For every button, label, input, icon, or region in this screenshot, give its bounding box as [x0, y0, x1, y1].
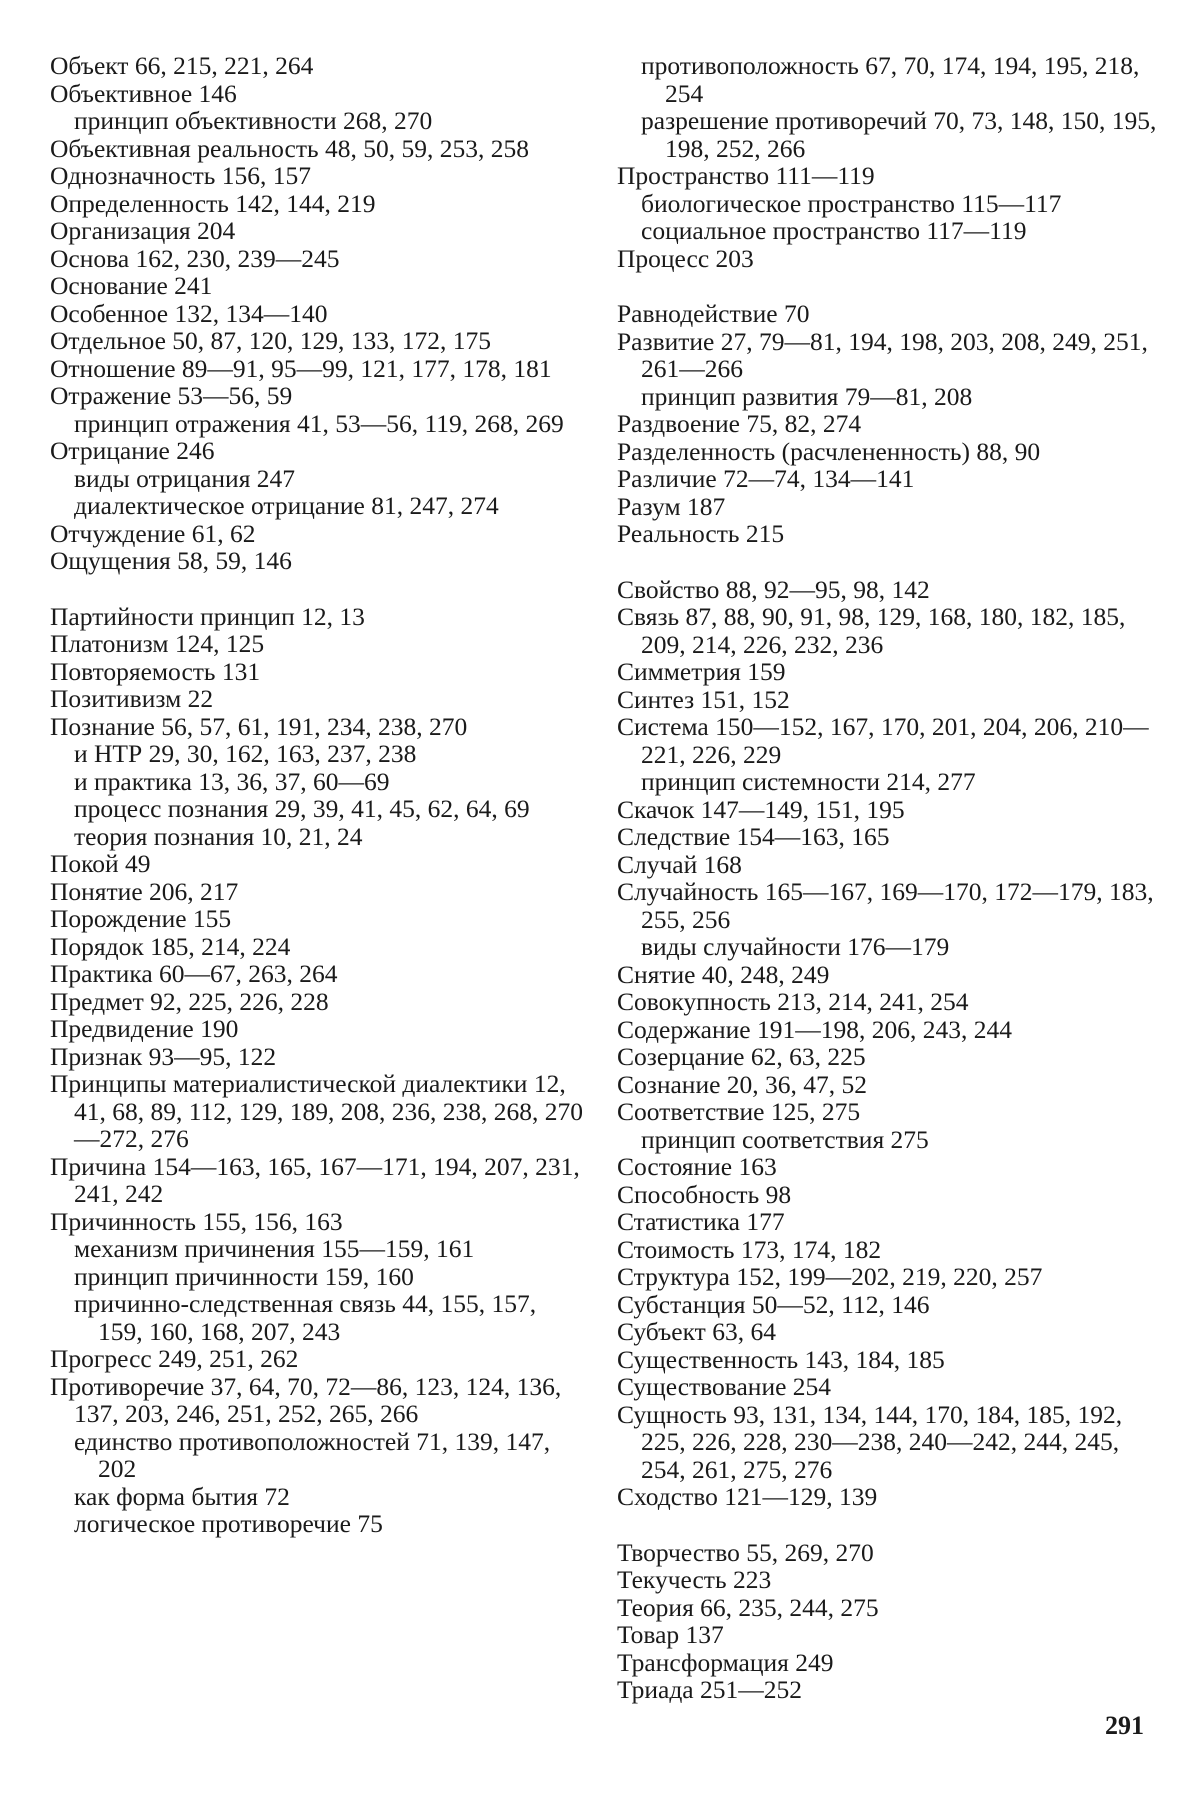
index-column-right [617, 52, 1157, 1704]
index-entry: Содержание 191—198, 206, 243, 244 [617, 1014, 1012, 1044]
index-subentry: принцип причинности 159, 160 [74, 1261, 414, 1291]
index-entry: Объективное 146 [50, 78, 237, 108]
index-entry: Предмет 92, 225, 226, 228 [50, 986, 329, 1016]
index-entry: Товар 137 [617, 1620, 724, 1649]
index-entry: Скачок 147—149, 151, 195 [617, 794, 905, 824]
index-entry: Теория 66, 235, 244, 275 [617, 1592, 879, 1622]
index-entry: Сознание 20, 36, 47, 52 [617, 1069, 868, 1099]
index-entry: Случай 168 [617, 849, 742, 879]
index-entry: Способность 98 [617, 1179, 792, 1209]
index-entry: Основание 241 [50, 271, 213, 300]
index-entry: Симметрия 159 [617, 657, 786, 686]
index-entry: Субстанция 50—52, 112, 146 [617, 1289, 930, 1319]
index-entry: Процесс 203 [617, 243, 754, 273]
index-entry: Отражение 53—56, 59 [50, 381, 293, 410]
index-column-left [50, 52, 585, 1538]
index-entry: Порядок 185, 214, 224 [50, 931, 291, 961]
index-subentry: принцип системности 214, 277 [641, 767, 976, 796]
index-entry: Случайность 165—167, 169—170, 172—179, 183, 255, 256 [617, 877, 1154, 934]
index-entry: Определенность 142, 144, 219 [50, 188, 376, 218]
index-entry: Разделенность (расчлененность) 88, 90 [617, 436, 1041, 466]
index-entry: Существенность 143, 184, 185 [617, 1344, 945, 1374]
index-entry: Причинность 155, 156, 163 [50, 1206, 343, 1236]
index-entry: Связь 87, 88, 90, 91, 98, 129, 168, 180, 182, 185, 209, 214, 226, 232, 236 [617, 602, 1126, 659]
index-subentry: причинно-следственная связь 44, 155, 157, 159, 160, 168, 207, 243 [74, 1289, 537, 1346]
index-entry: Следствие 154—163, 165 [617, 822, 890, 851]
page-number: 291 [1105, 1711, 1144, 1740]
index-entry: Развитие 27, 79—81, 194, 198, 203, 208, 249, 251, 261—266 [617, 326, 1148, 383]
index-entry: Состояние 163 [617, 1152, 777, 1181]
index-entry: Покой 49 [50, 849, 151, 878]
index-entry: Существование 254 [617, 1372, 832, 1401]
index-entry: Порождение 155 [50, 904, 232, 933]
index-subentry: процесс познания 29, 39, 41, 45, 62, 64, 69 [74, 794, 530, 823]
index-entry: Организация 204 [50, 216, 236, 245]
index-entry: Трансформация 249 [617, 1647, 834, 1677]
index-entry: Повторяемость 131 [50, 656, 261, 686]
index-subentry: принцип объективности 268, 270 [74, 106, 433, 135]
index-entry: Синтез 151, 152 [617, 684, 790, 714]
index-entry: Равнодействие 70 [617, 299, 810, 328]
index-entry: Свойство 88, 92—95, 98, 142 [617, 574, 930, 604]
index-entry: Сущность 93, 131, 134, 144, 170, 184, 185, 192, 225, 226, 228, 230—238, 240—242, 244, 245, 254, 261, 275, 276 [617, 1399, 1123, 1484]
index-entry: Познание 56, 57, 61, 191, 234, 238, 270 [50, 711, 468, 741]
index-subentry: противоположность 67, 70, 174, 194, 195, 218, 254 [641, 51, 1140, 108]
index-entry: Соответствие 125, 275 [617, 1097, 861, 1126]
index-entry: Причина 154—163, 165, 167—171, 194, 207, 231, 241, 242 [50, 1151, 580, 1208]
index-entry: Прогресс 249, 251, 262 [50, 1344, 299, 1373]
index-entry: Структура 152, 199—202, 219, 220, 257 [617, 1262, 1043, 1291]
index-entry: Особенное 132, 134—140 [50, 298, 328, 328]
index-entry: Разум 187 [617, 491, 726, 521]
index-entry: Предвидение 190 [50, 1014, 239, 1043]
index-entry: Принципы материалистической диалектики 12, 41, 68, 89, 112, 129, 189, 208, 236, 238, 268, 270—272, 276 [50, 1069, 584, 1153]
index-entry: Пространство 111—119 [617, 161, 875, 190]
index-entry: Признак 93—95, 122 [50, 1041, 277, 1071]
index-entry: Отчуждение 61, 62 [50, 518, 256, 548]
index-subentry: единство противоположностей 71, 139, 147, 202 [74, 1426, 551, 1483]
index-entry: Различие 72—74, 134—141 [617, 464, 915, 493]
index-entry: Ощущения 58, 59, 146 [50, 546, 292, 575]
index-subentry: виды отрицания 247 [74, 463, 296, 493]
index-subentry: виды случайности 176—179 [641, 932, 950, 961]
index-entry: Объект 66, 215, 221, 264 [50, 51, 314, 80]
index-subentry: механизм причинения 155—159, 161 [74, 1234, 475, 1263]
index-entry: Сходство 121—129, 139 [617, 1482, 878, 1511]
index-entry: Триада 251—252 [617, 1675, 802, 1704]
index-entry: Противоречие 37, 64, 70, 72—86, 123, 124, 136, 137, 203, 246, 251, 252, 265, 266 [50, 1371, 562, 1428]
index-subentry: разрешение противоречий 70, 73, 148, 150, 195, 198, 252, 266 [641, 106, 1157, 163]
index-subentry: биологическое пространство 115—117 [641, 188, 1062, 218]
index-subentry: принцип отражения 41, 53—56, 119, 268, 269 [74, 408, 564, 438]
index-entry: Основа 162, 230, 239—245 [50, 243, 340, 273]
index-entry: Позитивизм 22 [50, 684, 214, 713]
index-entry: Однозначность 156, 157 [50, 161, 312, 190]
index-entry: Стоимость 173, 174, 182 [617, 1234, 882, 1264]
index-entry: Реальность 215 [617, 519, 785, 548]
index-subentry: диалектическое отрицание 81, 247, 274 [74, 491, 499, 520]
index-entry: Отрицание 246 [50, 436, 215, 465]
index-entry: Статистика 177 [617, 1207, 785, 1236]
index-entry: Снятие 40, 248, 249 [617, 959, 830, 989]
index-subentry: социальное пространство 117—119 [641, 216, 1027, 245]
index-entry: Созерцание 62, 63, 225 [617, 1042, 866, 1071]
index-entry: Объективная реальность 48, 50, 59, 253, 258 [50, 133, 529, 163]
index-subentry: как форма бытия 72 [74, 1481, 290, 1511]
index-entry: Творчество 55, 269, 270 [617, 1537, 874, 1567]
index-subentry: принцип соответствия 275 [641, 1124, 929, 1154]
index-subentry: и НТР 29, 30, 162, 163, 237, 238 [74, 739, 417, 768]
index-subentry: логическое противоречие 75 [74, 1509, 383, 1538]
index-subentry: принцип развития 79—81, 208 [641, 381, 973, 411]
index-entry: Система 150—152, 167, 170, 201, 204, 206, 210—221, 226, 229 [617, 712, 1149, 769]
index-entry: Платонизм 124, 125 [50, 629, 265, 658]
index-entry: Раздвоение 75, 82, 274 [617, 409, 862, 438]
index-entry: Понятие 206, 217 [50, 876, 239, 906]
index-subentry: теория познания 10, 21, 24 [74, 821, 363, 851]
index-subentry: и практика 13, 36, 37, 60—69 [74, 766, 390, 796]
index-entry: Практика 60—67, 263, 264 [50, 959, 338, 988]
index-entry: Субъект 63, 64 [617, 1317, 776, 1346]
index-entry: Отношение 89—91, 95—99, 121, 177, 178, 181 [50, 353, 552, 383]
index-entry: Совокупность 213, 214, 241, 254 [617, 987, 969, 1016]
index-entry: Отдельное 50, 87, 120, 129, 133, 172, 175 [50, 326, 492, 355]
index-entry: Партийности принцип 12, 13 [50, 601, 365, 631]
index-entry: Текучесть 223 [617, 1565, 772, 1594]
